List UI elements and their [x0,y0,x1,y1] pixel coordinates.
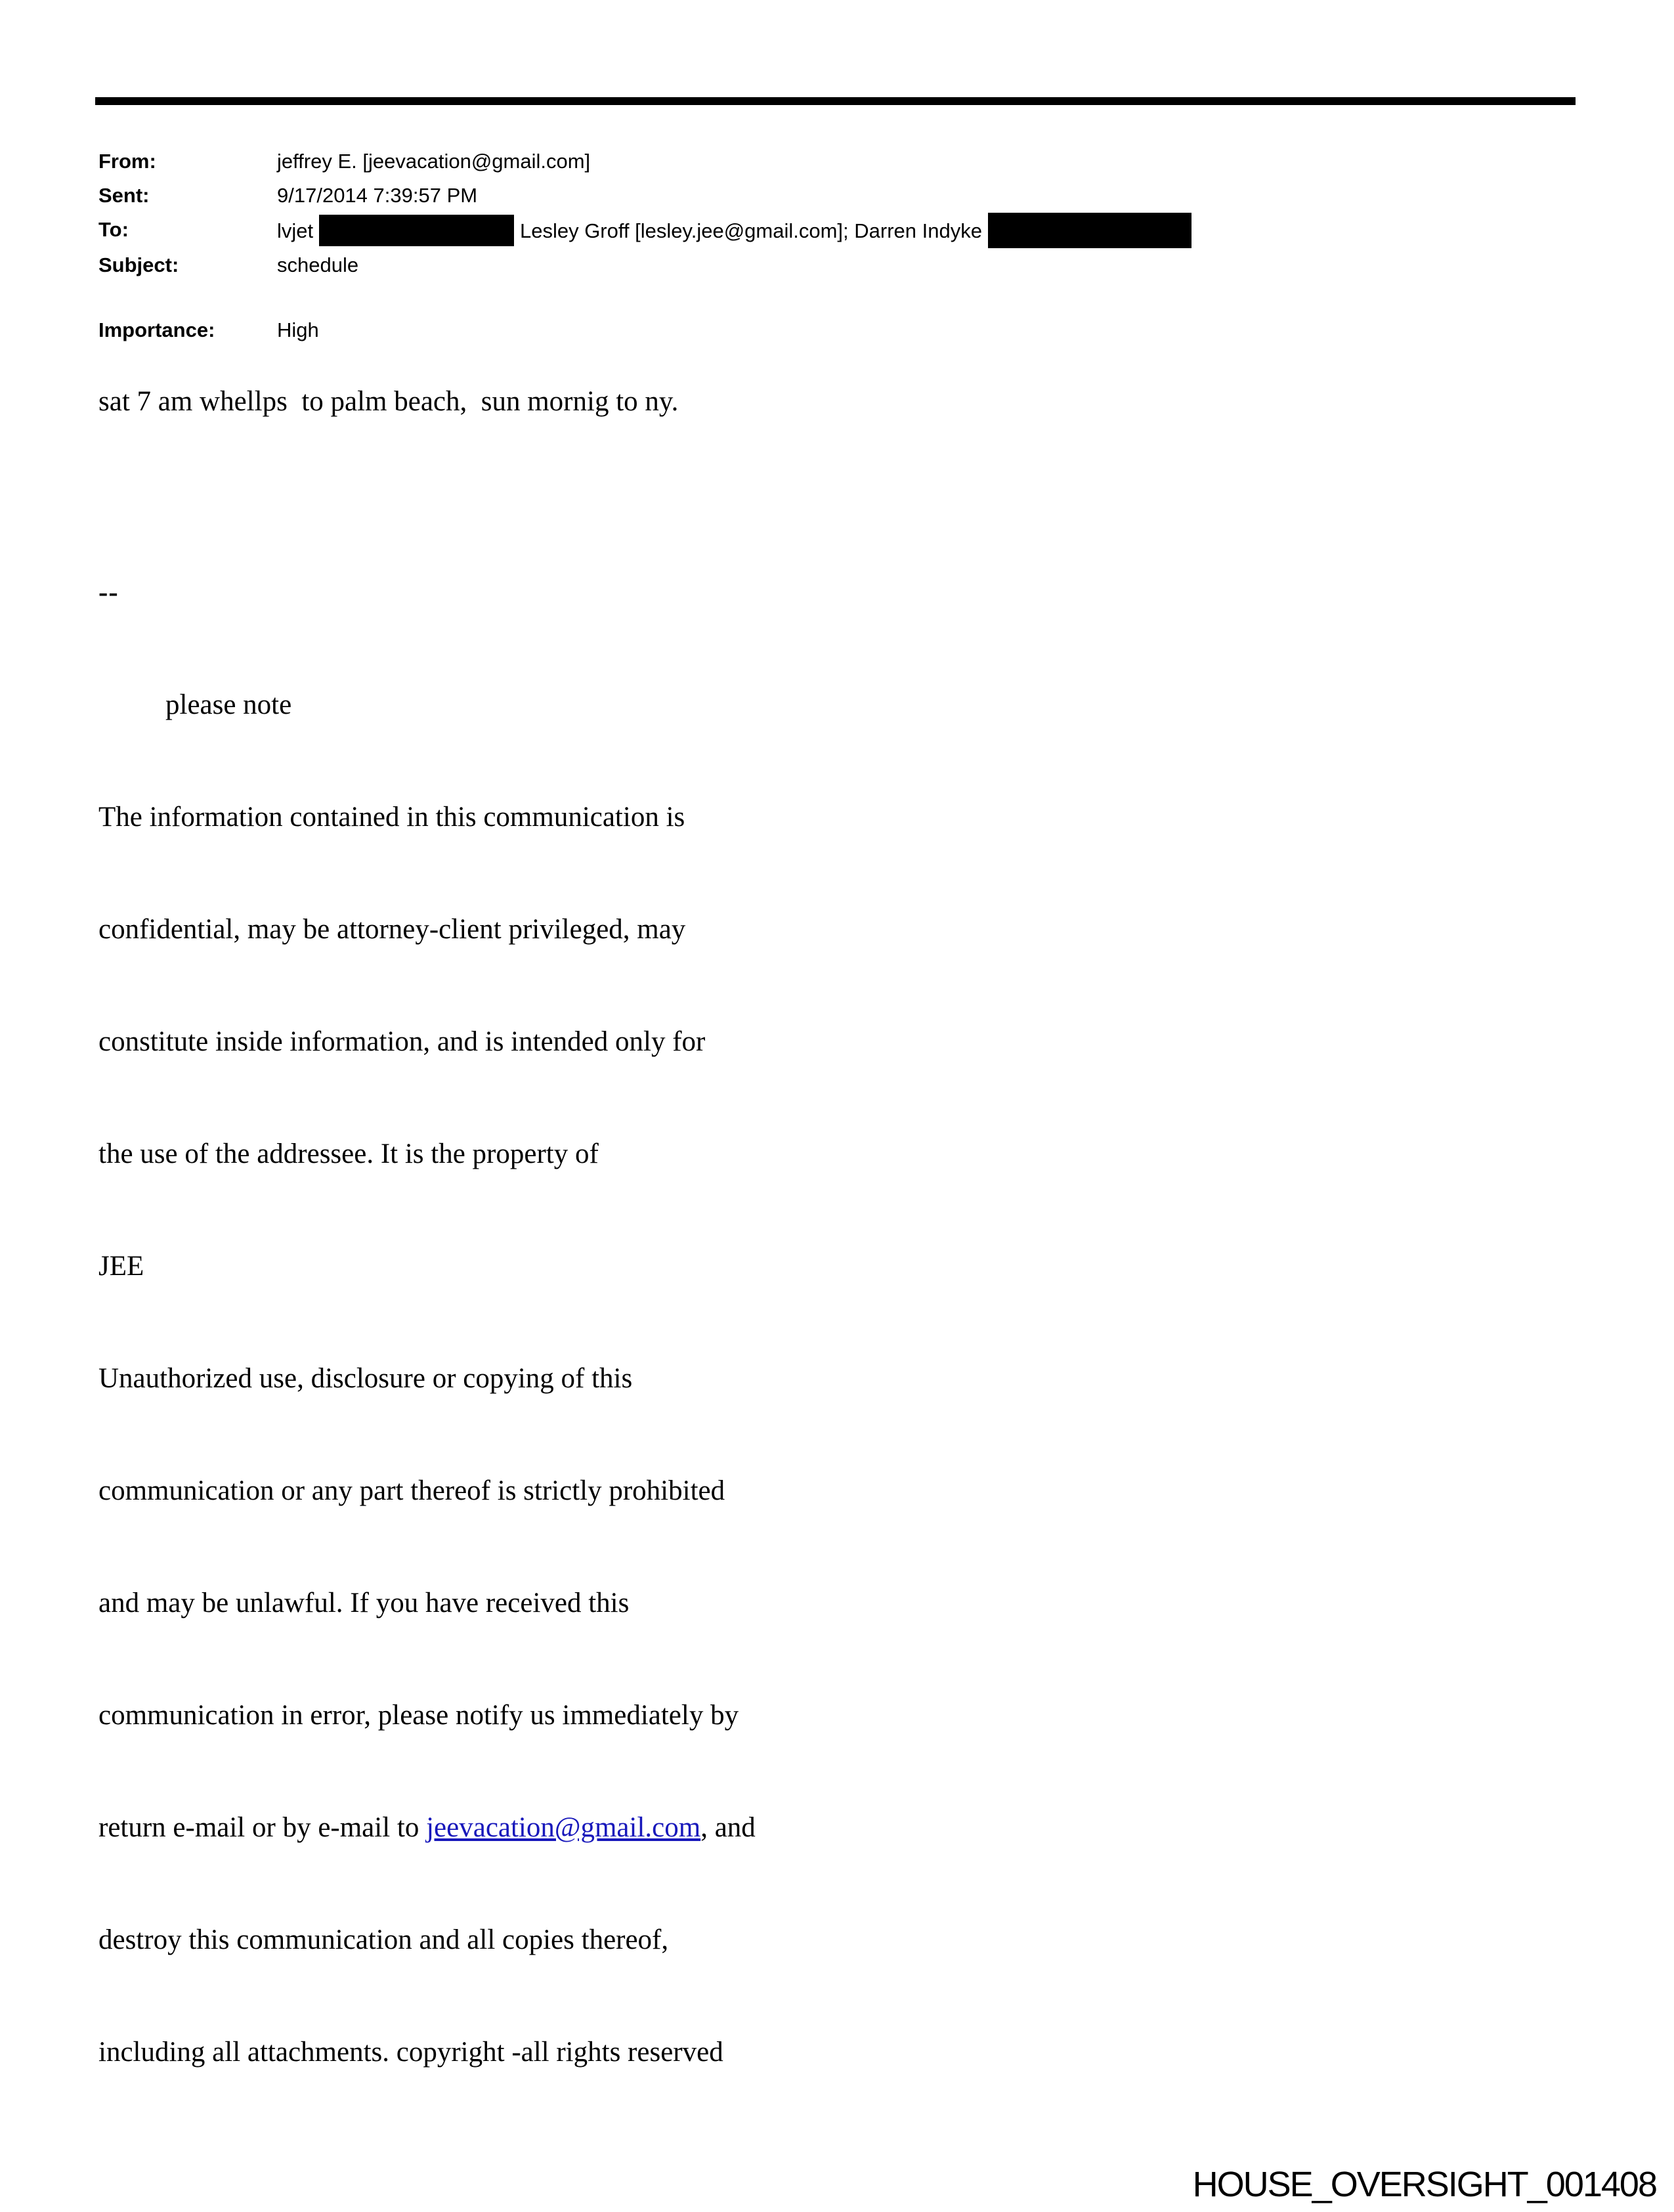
redaction-box [988,213,1191,248]
to-label: To: [98,218,129,241]
disclaimer-line: JEE [98,1251,144,1282]
signature-separator: -- [98,577,119,608]
horizontal-rule [95,97,1576,105]
disclaimer-line: Unauthorized use, disclosure or copying of this [98,1363,633,1394]
email-link[interactable]: jeevacation@gmail.com [426,1812,701,1843]
importance-value: High [277,318,319,341]
disclaimer-line: and may be unlawful. If you have received this [98,1588,630,1618]
disclaimer-line-text: return e-mail or by e-mail to [98,1812,427,1843]
to-recipient-text: ] [1184,219,1191,242]
redaction-box [319,215,514,246]
subject-label: Subject: [98,253,179,276]
disclaimer-line: the use of the addressee. It is the property of [98,1139,599,1169]
signature-disclaimer-block [98,499,756,2146]
to-recipient-text: lvjet [277,219,319,242]
disclaimer-line: constitute inside information, and is intended only for [98,1026,706,1057]
disclaimer-line-text: , and [700,1812,756,1843]
sent-label: Sent: [98,184,150,207]
disclaimer-link-line [98,1809,756,1846]
bates-number: HOUSE_OVERSIGHT_001408 [1192,2165,1656,2204]
disclaimer-line: confidential, may be attorney-client privileged, may [98,914,686,945]
disclaimer-line: communication or any part thereof is strictly prohibited [98,1475,725,1506]
importance-row [98,313,319,347]
disclaimer-line: communication in error, please notify us immediately by [98,1700,739,1731]
subject-value: schedule [277,253,359,276]
from-label: From: [98,150,156,173]
message-body: sat 7 am whellps to palm beach, sun mornig to ny. [98,386,679,417]
disclaimer-line: including all attachments. copyright -all rights reserved [98,2037,723,2068]
importance-label: Importance: [98,318,215,341]
email-header [98,144,1190,282]
disclaimer-line: The information contained in this communication is [98,802,685,833]
to-value [277,213,1190,248]
from-value: jeffrey E. [jeevacation@gmail.com] [277,150,591,173]
to-recipient-text: ; Lesley Groff [lesley.jee@gmail.com]; Darren Indyke [508,219,988,242]
sent-value: 9/17/2014 7:39:57 PM [277,184,478,207]
disclaimer-line: destroy this communication and all copies thereof, [98,1924,669,1955]
disclaimer-note: please note [165,689,292,720]
